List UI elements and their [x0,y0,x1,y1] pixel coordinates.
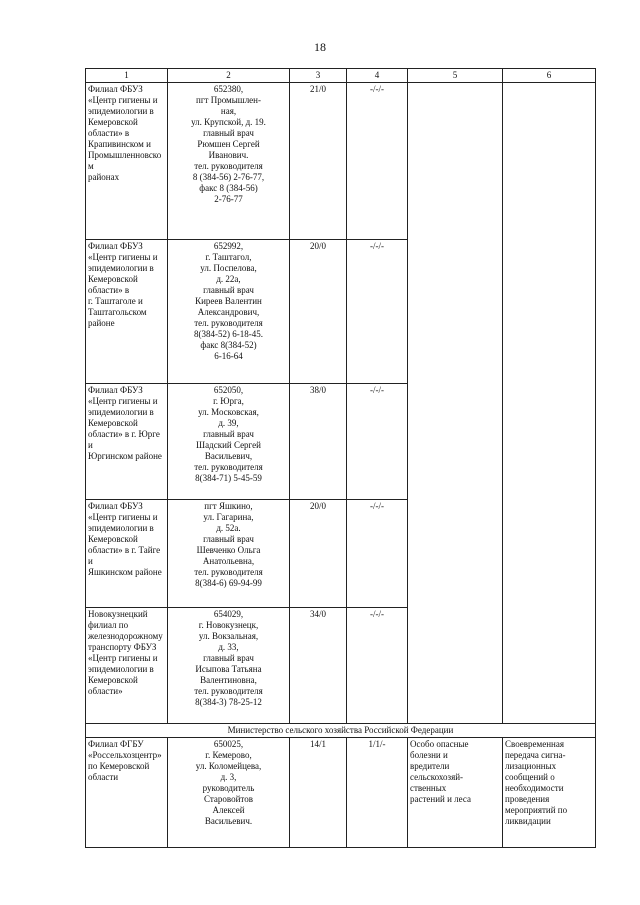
header-col-3: 3 [290,69,347,83]
resources-count: -/-/- [347,83,408,240]
organization-name: Филиал ФГБУ «Россельхозцентр» по Кемеровской области [86,738,168,848]
organization-name: Филиал ФБУЗ «Центр гигиены и эпидемиологии в Кемеровской области» в г. Юрге и Юргинском районе [86,384,168,500]
resources-count: -/-/- [347,240,408,384]
document-table [85,68,596,848]
monitored-objects: Особо опасные болезни и вредители сельскохозяй- ственных растений и леса [408,738,503,848]
resources-count: 1/1/- [347,738,408,848]
organization-address: 652992, г. Таштагол, ул. Поспелова, д. 22а, главный врач Киреев Валентин Александрович, тел. руководителя 8(384-52) 6-18-45. факс 8(384-52) 6-16-64 [168,240,290,384]
organization-name: Новокузнецкий филиал по железнодорожному транспорту ФБУЗ «Центр гигиены и эпидемиологии в Кемеровской области» [86,608,168,724]
staff-count: 14/1 [290,738,347,848]
organization-name: Филиал ФБУЗ «Центр гигиены и эпидемиологии в Кемеровской области» в г. Тайге и Яшкинском районе [86,500,168,608]
section-row [86,724,596,738]
staff-count: 34/0 [290,608,347,724]
organization-address: 652050, г. Юрга, ул. Московская, д. 39, главный врач Шадский Сергей Васильевич, тел. руководителя 8(384-71) 5-45-59 [168,384,290,500]
table-row [86,83,596,240]
staff-count: 20/0 [290,240,347,384]
organization-address: 652380, пгт Промышлен- ная, ул. Крупской, д. 19. главный врач Рюмшен Сергей Иванович. тел. руководителя 8 (384-56) 2-76-77, факс 8 (384-56) 2-76-77 [168,83,290,240]
header-col-5: 5 [408,69,503,83]
section-title: Министерство сельского хозяйства Российской Федерации [86,724,596,738]
organization-address: 654029, г. Новокузнецк, ул. Вокзальная, д. 33, главный врач Исыпова Татьяна Валентиновна, тел. руководителя 8(384-3) 78-25-12 [168,608,290,724]
header-col-2: 2 [168,69,290,83]
header-col-4: 4 [347,69,408,83]
table-row [86,738,596,848]
empty-cell [408,83,503,724]
organization-address: пгт Яшкино, ул. Гагарина, д. 52а. главный врач Шевченко Ольга Анатольевна, тел. руководителя 8(384-6) 69-94-99 [168,500,290,608]
header-col-1: 1 [86,69,168,83]
empty-cell [503,83,596,724]
organization-address: 650025, г. Кемерово, ул. Коломейцева, д. 3, руководитель Старовойтов Алексей Васильевич. [168,738,290,848]
tasks-description: Своевременная передача сигна- лизационных сообщений о необходимости проведения мероприятий по ликвидации [503,738,596,848]
header-row [86,69,596,83]
page-number: 18 [314,40,326,54]
header-col-6: 6 [503,69,596,83]
resources-count: -/-/- [347,384,408,500]
organization-name: Филиал ФБУЗ «Центр гигиены и эпидемиологии в Кемеровской области» в г. Таштаголе и Таштагольском районе [86,240,168,384]
staff-count: 38/0 [290,384,347,500]
staff-count: 20/0 [290,500,347,608]
staff-count: 21/0 [290,83,347,240]
resources-count: -/-/- [347,500,408,608]
organization-name: Филиал ФБУЗ «Центр гигиены и эпидемиологии в Кемеровской области» в Крапивинском и Промышленновском районах [86,83,168,240]
resources-count: -/-/- [347,608,408,724]
